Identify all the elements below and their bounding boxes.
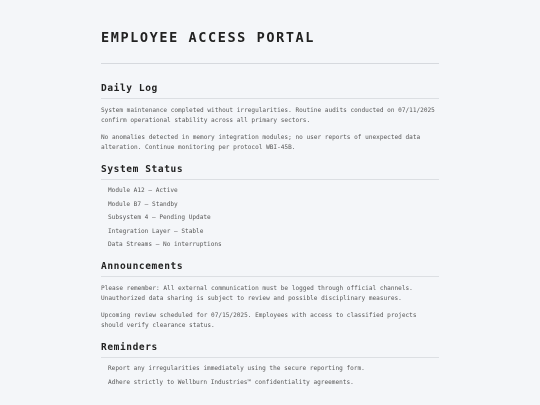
system-status-list bbox=[101, 186, 439, 250]
announcements-section bbox=[101, 261, 439, 331]
reminders-list bbox=[101, 364, 439, 388]
daily-log-section bbox=[101, 83, 439, 153]
system-status-heading: System Status bbox=[101, 164, 439, 180]
portal-page bbox=[101, 0, 439, 388]
daily-log-heading: Daily Log bbox=[101, 83, 439, 99]
title-divider bbox=[101, 63, 439, 64]
daily-log-paragraph: System maintenance completed without irregularities. Routine audits conducted on 07/11/2025 confirm operational stability across all primary sectors. bbox=[101, 107, 435, 124]
announcement-paragraph: Upcoming review scheduled for 07/15/2025. Employees with access to classified projects should verify clearance status. bbox=[101, 312, 417, 329]
reminder-item: Report any irregularities immediately using the secure reporting form. bbox=[108, 365, 365, 372]
status-item: Module A12 – Active bbox=[108, 187, 178, 194]
reminders-heading: Reminders bbox=[101, 342, 439, 358]
daily-log-paragraph: No anomalies detected in memory integration modules; no user reports of unexpected data alteration. Continue monitoring per protocol WBI-45B. bbox=[101, 134, 421, 151]
status-item: Subsystem 4 – Pending Update bbox=[108, 214, 211, 221]
status-item: Module B7 – Standby bbox=[108, 200, 178, 208]
announcements-heading: Announcements bbox=[101, 261, 439, 277]
reminder-item: Adhere strictly to Wellburn Industries™ confidentiality agreements. bbox=[108, 378, 354, 386]
status-item: Integration Layer – Stable bbox=[108, 227, 204, 235]
system-status-section bbox=[101, 164, 439, 250]
announcement-paragraph: Please remember: All external communication must be logged through official channels. Unauthorized data sharing is subject to review and possible disciplinary measures. bbox=[101, 285, 413, 302]
status-item: Data Streams – No interruptions bbox=[108, 241, 222, 248]
reminders-section bbox=[101, 342, 439, 388]
page-title: EMPLOYEE ACCESS PORTAL bbox=[101, 30, 316, 46]
